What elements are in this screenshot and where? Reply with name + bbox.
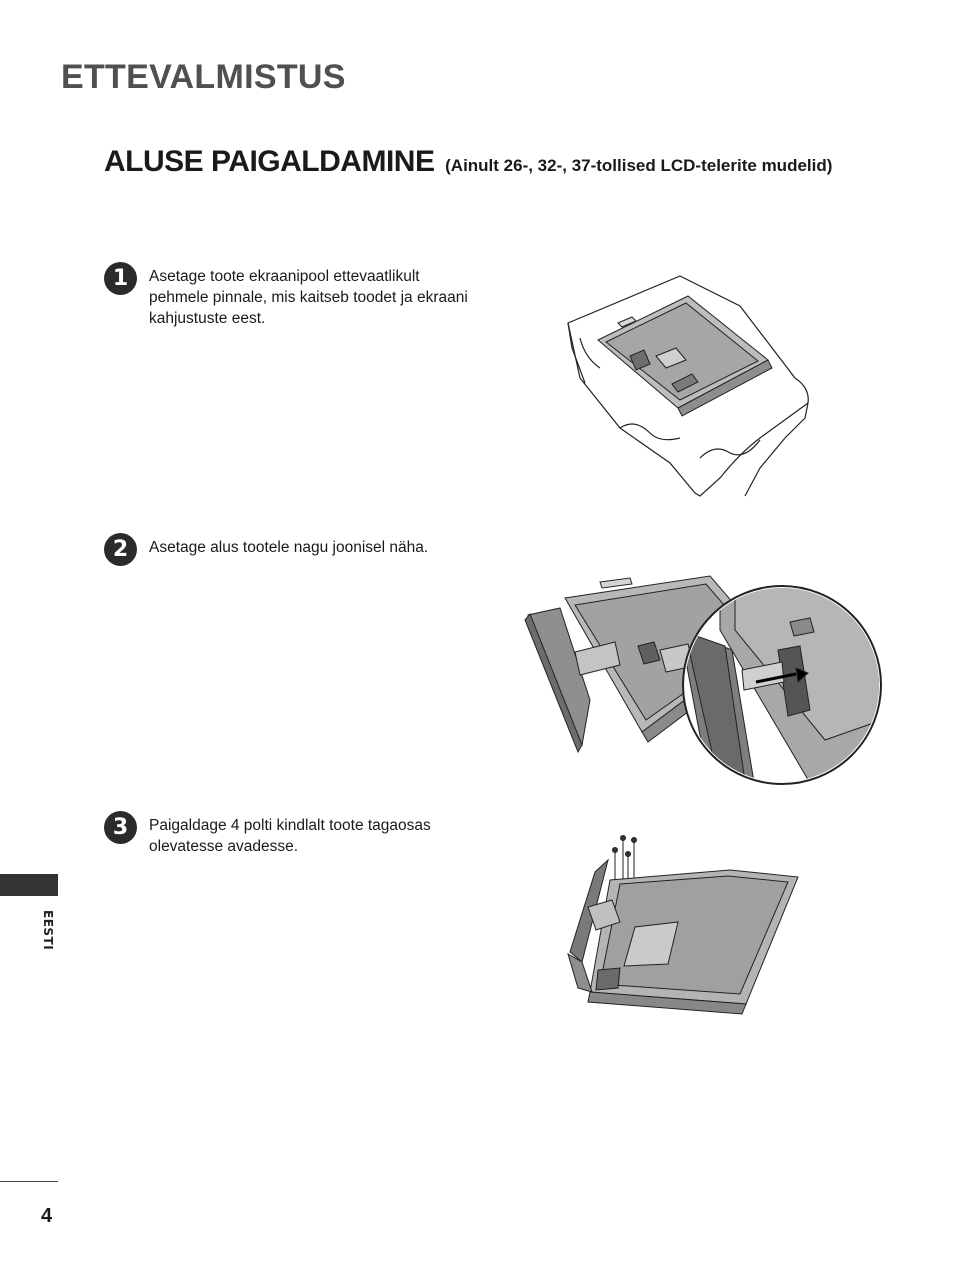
page-title: ETTEVALMISTUS <box>61 58 346 96</box>
section-main-title: ALUSE PAIGALDAMINE <box>104 145 435 178</box>
step-3-text: Paigaldage 4 polti kindlalt toote tagaosas olevatesse avadesse. <box>149 817 431 855</box>
step-number-badge: 2 <box>104 533 137 566</box>
step-number-badge: 1 <box>104 262 137 295</box>
page-number: 4 <box>41 1205 53 1227</box>
step-number-badge: 3 <box>104 811 137 844</box>
step-1-text: Asetage toote ekraanipool ettevaatlikult pehmele pinnale, mis kaitseb toodet ja ekraani kahjustuste eest. <box>149 268 468 327</box>
bolts-fastening-illustration <box>560 832 805 1018</box>
section-subtitle: (Ainult 26-, 32-, 37-tollised LCD-telerite mudelid) <box>445 156 833 175</box>
tv-face-down-illustration <box>560 268 825 498</box>
stand-insert-illustration <box>520 570 882 788</box>
step-2-text: Asetage alus tootele nagu joonisel näha. <box>149 539 429 556</box>
side-tab-marker <box>0 874 58 896</box>
language-label: EESTI <box>41 910 55 951</box>
footer-divider <box>0 1181 58 1182</box>
section-title <box>104 145 832 179</box>
